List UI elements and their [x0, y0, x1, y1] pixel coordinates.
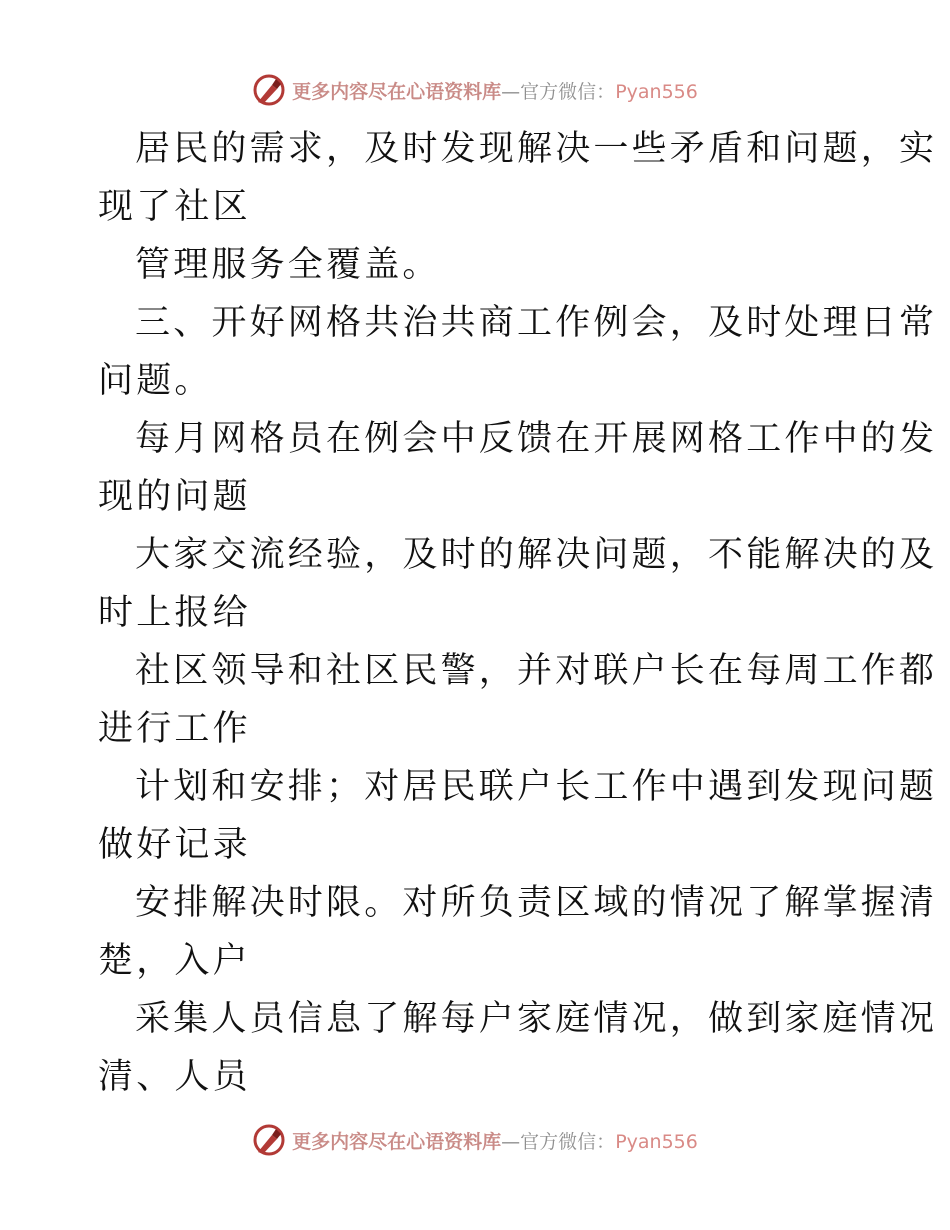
- pen-logo-icon: [252, 1123, 286, 1157]
- text-line: 楚，入户: [98, 941, 251, 981]
- text-line: 社区领导和社区民警，并对联户长在每周工作都: [135, 651, 938, 691]
- text-line: 居民的需求，及时发现解决一些矛盾和问题，实: [135, 129, 938, 169]
- text-line: 时上报给: [98, 593, 251, 633]
- watermark-wechat-id: Pyan556: [615, 80, 698, 103]
- text-line: 三、开好网格共治共商工作例会，及时处理日常: [135, 303, 938, 343]
- document-body: [98, 120, 938, 1106]
- footer-watermark-text: [292, 1127, 698, 1154]
- text-line: 清、人员: [98, 1057, 251, 1097]
- text-line: 做好记录: [98, 825, 251, 865]
- text-line: 大家交流经验，及时的解决问题，不能解决的及: [135, 535, 938, 575]
- pen-logo-icon: [252, 73, 286, 107]
- header-watermark-text: [292, 77, 698, 104]
- text-line: 现的问题: [98, 477, 251, 517]
- text-line: 计划和安排；对居民联户长工作中遇到发现问题: [135, 767, 938, 807]
- watermark-wechat-label: 官方微信：: [520, 1130, 616, 1153]
- text-line: 进行工作: [98, 709, 251, 749]
- watermark-wechat-id: Pyan556: [615, 1130, 698, 1153]
- watermark-brand: 更多内容尽在心语资料库: [292, 80, 502, 103]
- text-line: 管理服务全覆盖。: [135, 245, 441, 285]
- text-line: 采集人员信息了解每户家庭情况，做到家庭情况: [135, 999, 938, 1039]
- watermark-separator: —: [501, 80, 521, 103]
- text-line: 安排解决时限。对所负责区域的情况了解掌握清: [135, 883, 938, 923]
- watermark-brand: 更多内容尽在心语资料库: [292, 1130, 502, 1153]
- text-line: 现了社区: [98, 187, 251, 227]
- header-watermark: [0, 70, 950, 110]
- text-line: 每月网格员在例会中反馈在开展网格工作中的发: [135, 419, 938, 459]
- footer-watermark: [0, 1120, 950, 1160]
- watermark-wechat-label: 官方微信：: [520, 80, 616, 103]
- watermark-separator: —: [501, 1130, 521, 1153]
- text-line: 问题。: [98, 361, 213, 401]
